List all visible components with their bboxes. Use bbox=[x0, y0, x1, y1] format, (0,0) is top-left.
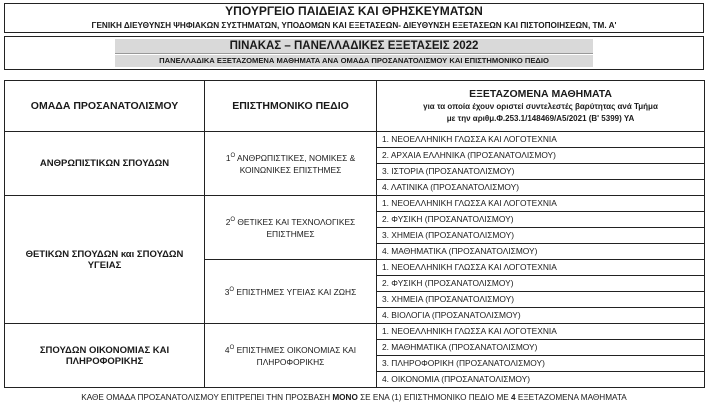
ministry-title: ΥΠΟΥΡΓΕΙΟ ΠΑΙΔΕΙΑΣ ΚΑΙ ΘΡΗΣΚΕΥΜΑΤΩΝ bbox=[225, 4, 483, 18]
table-row bbox=[5, 324, 705, 340]
field-name: ΕΠΙΣΤΗΜΕΣ ΥΓΕΙΑΣ ΚΑΙ ΖΩΗΣ bbox=[236, 286, 357, 297]
subject-item: 3. ΙΣΤΟΡΙΑ (ΠΡΟΣΑΝΑΤΟΛΙΣΜΟΥ) bbox=[377, 164, 705, 180]
subject-item: 1. ΝΕΟΕΛΛΗΝΙΚΗ ΓΛΩΣΣΑ ΚΑΙ ΛΟΓΟΤΕΧΝΙΑ bbox=[377, 324, 705, 340]
field-cell-2 bbox=[205, 196, 377, 260]
field-ordinal: Ο bbox=[230, 152, 236, 159]
column-header-group: ΟΜΑΔΑ ΠΡΟΣΑΝΑΤΟΛΙΣΜΟΥ bbox=[5, 81, 205, 132]
subjects-header-title: ΕΞΕΤΑΖΟΜΕΝΑ ΜΑΘΗΜΑΤΑ bbox=[469, 88, 612, 100]
subject-item: 1. ΝΕΟΕΛΛΗΝΙΚΗ ΓΛΩΣΣΑ ΚΑΙ ΛΟΓΟΤΕΧΝΙΑ bbox=[377, 260, 705, 276]
field-number: 4 bbox=[224, 344, 230, 355]
subject-item: 4. ΒΙΟΛΟΓΙΑ (ΠΡΟΣΑΝΑΤΟΛΙΣΜΟΥ) bbox=[377, 308, 705, 324]
field-name: ΑΝΘΡΩΠΙΣΤΙΚΕΣ, ΝΟΜΙΚΕΣ & bbox=[237, 152, 356, 163]
table-header-row bbox=[5, 81, 705, 132]
field-cell-3 bbox=[205, 260, 377, 324]
field-name-line2: ΚΟΙΝΩΝΙΚΕΣ ΕΠΙΣΤΗΜΕΣ bbox=[239, 165, 342, 176]
subject-item: 2. ΦΥΣΙΚΗ (ΠΡΟΣΑΝΑΤΟΛΙΣΜΟΥ) bbox=[377, 212, 705, 228]
field-number: 2 bbox=[225, 216, 231, 227]
subjects-header-note1: για τα οποία έχουν οριστεί συντελεστές βαρύτητας ανά Τμήμα bbox=[423, 102, 658, 111]
field-ordinal: Ο bbox=[229, 344, 235, 351]
subject-item: 3. ΧΗΜΕΙΑ (ΠΡΟΣΑΝΑΤΟΛΙΣΜΟΥ) bbox=[377, 292, 705, 308]
field-cell-4 bbox=[205, 324, 377, 388]
group-name: ΣΠΟΥΔΩΝ ΟΙΚΟΝΟΜΙΑΣ ΚΑΙ bbox=[39, 344, 170, 356]
field-ordinal: Ο bbox=[229, 287, 235, 294]
subject-item: 3. ΠΛΗΡΟΦΟΡΙΚΗ (ΠΡΟΣΑΝΑΤΟΛΙΣΜΟΥ) bbox=[377, 356, 705, 372]
field-name-line2: ΠΛΗΡΟΦΟΡΙΚΗΣ bbox=[256, 357, 325, 368]
table-row bbox=[5, 132, 705, 148]
field-name: ΕΠΙΣΤΗΜΕΣ ΟΙΚΟΝΟΜΙΑΣ ΚΑΙ bbox=[236, 344, 357, 355]
footer-note bbox=[4, 392, 704, 404]
group-cell-economics bbox=[5, 324, 205, 388]
table-subtitle: ΠΑΝΕΛΛΑΔΙΚΑ ΕΞΕΤΑΖΟΜΕΝΑ ΜΑΘΗΜΑΤΑ ΑΝΑ ΟΜΑΔΑ ΠΡΟΣΑΝΑΤΟΛΙΣΜΟΥ ΚΑΙ ΕΠΙΣΤΗΜΟΝΙΚΟ ΠΕΔΙΟ bbox=[115, 55, 593, 67]
subject-item: 3. ΧΗΜΕΙΑ (ΠΡΟΣΑΝΑΤΟΛΙΣΜΟΥ) bbox=[377, 228, 705, 244]
subjects-table bbox=[4, 80, 705, 388]
document-page bbox=[4, 3, 704, 404]
group-name-line2: ΥΓΕΙΑΣ bbox=[87, 259, 122, 271]
directorate-line: ΓΕΝΙΚΗ ΔΙΕΥΘΥΝΣΗ ΨΗΦΙΑΚΩΝ ΣΥΣΤΗΜΑΤΩΝ, ΥΠΟΔΟΜΩΝ ΚΑΙ ΕΞΕΤΑΣΕΩΝ- ΔΙΕΥΘΥΝΣΗ ΕΞΕΤΑΣΕΩΝ ΚΑΙ ΠΙΣΤΟΠΟΙΗΣΕΩΝ, ΤΜ. Α' bbox=[91, 21, 617, 30]
table-title: ΠΙΝΑΚΑΣ – ΠΑΝΕΛΛΑΔΙΚΕΣ ΕΞΕΤΑΣΕΙΣ 2022 bbox=[115, 39, 593, 54]
field-cell-1 bbox=[205, 132, 377, 196]
title-box bbox=[4, 36, 704, 70]
subjects-header-note2: με την αριθμ.Φ.253.1/148469/Α5/2021 (Β' 5399) ΥΑ bbox=[446, 114, 635, 123]
subject-item: 2. ΦΥΣΙΚΗ (ΠΡΟΣΑΝΑΤΟΛΙΣΜΟΥ) bbox=[377, 276, 705, 292]
subject-item: 4. ΟΙΚΟΝΟΜΙΑ (ΠΡΟΣΑΝΑΤΟΛΙΣΜΟΥ) bbox=[377, 372, 705, 388]
subject-item: 4. ΛΑΤΙΝΙΚΑ (ΠΡΟΣΑΝΑΤΟΛΙΣΜΟΥ) bbox=[377, 180, 705, 196]
field-ordinal: Ο bbox=[230, 216, 236, 223]
column-header-subjects bbox=[377, 81, 705, 132]
field-name: ΘΕΤΙΚΕΣ ΚΑΙ ΤΕΧΝΟΛΟΓΙΚΕΣ bbox=[237, 216, 356, 227]
footer-text-post: ΕΞΕΤΑΖΟΜΕΝΑ ΜΑΘΗΜΑΤΑ bbox=[515, 393, 627, 402]
group-name-line2: ΠΛΗΡΟΦΟΡΙΚΗΣ bbox=[65, 355, 144, 367]
subject-item: 4. ΜΑΘΗΜΑΤΙΚΑ (ΠΡΟΣΑΝΑΤΟΛΙΣΜΟΥ) bbox=[377, 244, 705, 260]
subject-item: 1. ΝΕΟΕΛΛΗΝΙΚΗ ΓΛΩΣΣΑ ΚΑΙ ΛΟΓΟΤΕΧΝΙΑ bbox=[377, 132, 705, 148]
column-header-field: ΕΠΙΣΤΗΜΟΝΙΚΟ ΠΕΔΙΟ bbox=[205, 81, 377, 132]
group-name: ΑΝΘΡΩΠΙΣΤΙΚΩΝ ΣΠΟΥΔΩΝ bbox=[39, 158, 170, 169]
footer-text-pre: ΚΑΘΕ ΟΜΑΔΑ ΠΡΟΣΑΝΑΤΟΛΙΣΜΟΥ ΕΠΙΤΡΕΠΕΙ ΤΗΝ ΠΡΟΣΒΑΣΗ bbox=[81, 393, 333, 402]
footer-emphasis-count: 4 bbox=[511, 393, 516, 402]
field-number: 1 bbox=[225, 152, 231, 163]
subject-item: 1. ΝΕΟΕΛΛΗΝΙΚΗ ΓΛΩΣΣΑ ΚΑΙ ΛΟΓΟΤΕΧΝΙΑ bbox=[377, 196, 705, 212]
footer-emphasis-only: ΜΟΝΟ bbox=[332, 393, 358, 402]
group-cell-sciences bbox=[5, 196, 205, 324]
field-name-line2: ΕΠΙΣΤΗΜΕΣ bbox=[266, 229, 315, 240]
group-name: ΘΕΤΙΚΩΝ ΣΠΟΥΔΩΝ και ΣΠΟΥΔΩΝ bbox=[25, 248, 184, 260]
subject-item: 2. ΜΑΘΗΜΑΤΙΚΑ (ΠΡΟΣΑΝΑΤΟΛΙΣΜΟΥ) bbox=[377, 340, 705, 356]
subject-item: 2. ΑΡΧΑΙΑ ΕΛΛΗΝΙΚΑ (ΠΡΟΣΑΝΑΤΟΛΙΣΜΟΥ) bbox=[377, 148, 705, 164]
footer-text-mid: ΣΕ ΕΝΑ (1) ΕΠΙΣΤΗΜΟΝΙΚΟ ΠΕΔΙΟ ΜΕ bbox=[357, 393, 512, 402]
group-cell-humanities bbox=[5, 132, 205, 196]
ministry-header bbox=[4, 3, 704, 33]
table-row bbox=[5, 196, 705, 212]
field-number: 3 bbox=[224, 286, 230, 297]
